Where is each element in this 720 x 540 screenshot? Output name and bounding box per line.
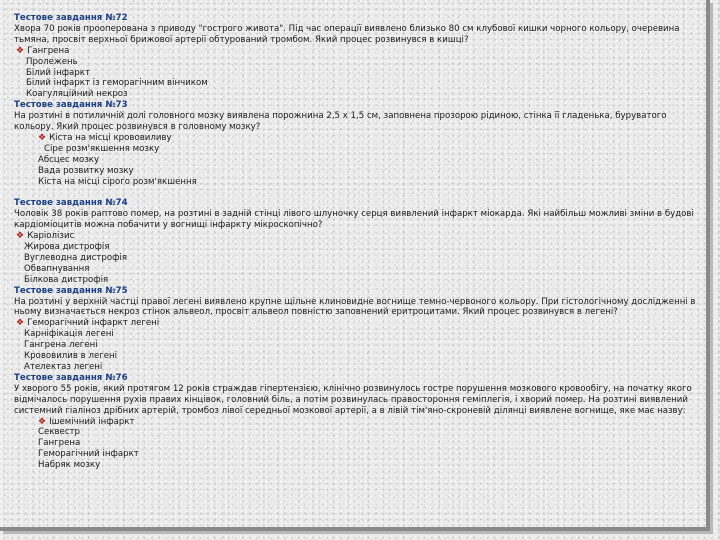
- task-73-option: Вада розвитку мозку: [38, 165, 134, 176]
- diamond-bullet-icon: ❖: [38, 132, 47, 143]
- task-72-question: Хвора 70 років прооперована з приводу "гострого живота". Під час операції виявлено близько 80 см клубової кишки чорного кольору, очеревина тьмяна, просвіт верхньої брижової артерії обтурований тромбом. Який процес розвинувся в кишці?: [14, 23, 680, 45]
- task-75-answer-text: Геморагічний інфаркт легені: [27, 318, 160, 329]
- task-74-answer-text: Каріолізис: [27, 231, 75, 242]
- diamond-bullet-icon: ❖: [16, 231, 25, 242]
- task-74-option: Вуглеводна дистрофія: [24, 252, 128, 263]
- task-75-question: На розтині у верхній частці правої легені виявлено крупне щільне клиновидне вогнище темно-червоного кольору. При гістологічному дослідженні в ньому визначається некроз стінок альвеол, просвіт альвеол повністю заповнений еритроцитами. Який процес розвинувся в легені?: [14, 296, 696, 318]
- task-73-title: Тестове завдання №73: [14, 100, 128, 111]
- task-74-option: Обвапнування: [24, 263, 90, 274]
- task-74-option: Білкова дистрофія: [24, 274, 109, 285]
- task-75-option: Ателектаз легені: [24, 361, 103, 372]
- task-72-option: Пролежень: [26, 56, 78, 67]
- task-75-title: Тестове завдання №75: [14, 285, 128, 296]
- task-75-option: Карніфікація легені: [24, 329, 114, 340]
- task-72-option: Білий інфаркт: [26, 67, 90, 78]
- task-76-title: Тестове завдання №76: [14, 372, 128, 383]
- task-76-option: Геморагічний інфаркт: [38, 449, 139, 460]
- task-76-option: Набряк мозку: [38, 460, 101, 471]
- task-73-option: Абсцес мозку: [38, 154, 100, 165]
- task-73-answer: [14, 133, 702, 144]
- task-76-answer: [14, 417, 702, 428]
- task-76-answer-text: Ішемічний інфаркт: [49, 416, 135, 427]
- task-73-question: На розтині в потиличній долі головного мозку виявлена порожнина 2,5 х 1,5 см, заповнена прозорою рідиною, стінка її гладенька, буруватого кольору. Який процес розвинувся в головному мозку?: [14, 111, 667, 133]
- diamond-bullet-icon: ❖: [16, 318, 25, 329]
- task-75-answer: [14, 318, 702, 329]
- task-73-option: Кіста на місці сірого розм'якшення: [38, 176, 197, 187]
- task-74-option: Жирова дистрофія: [24, 242, 110, 253]
- task-74-title: Тестове завдання №74: [14, 198, 128, 209]
- diamond-bullet-icon: ❖: [38, 416, 47, 427]
- task-75-option: Гангрена легені: [24, 340, 98, 351]
- spacer: [14, 188, 702, 199]
- task-73-answer-text: Кіста на місці крововиливу: [49, 132, 172, 143]
- diamond-bullet-icon: ❖: [16, 45, 25, 56]
- task-72-answer: [14, 46, 702, 57]
- task-75-option: Крововилив в легені: [24, 351, 118, 362]
- task-76-option: Секвестр: [38, 427, 81, 438]
- task-74-question: Чоловік 38 років раптово помер, на розтині в задній стінці лівого шлуночку серця виявлений інфаркт міокарда. Які найбільш можливі зміни в будові кардіоміоцитів можна побачити у вогнищі інфаркту мікроскопічно?: [14, 209, 694, 231]
- task-76-option: Гангрена: [38, 438, 81, 449]
- task-76-question: У хворого 55 років, який протягом 12 років страждав гіпертензією, клінічно розвинулось гостре порушення мозкового кровообігу, на початку якого відмічалось порушення рухів правих кінцівок, головний біль, а потім розвинулась правостороння геміплегія, і хворий помер. На розтині виявлений системний гіаліноз дрібних артерій, тромбоз лівої середньої мозкової артерії, а в лівій тім'яно-скроневій ділянці виявлене вогнище, яке має назву:: [14, 383, 692, 416]
- task-74-answer: [14, 231, 702, 242]
- document-body: [14, 13, 702, 471]
- task-73-option: Сіре розм'якшення мозку: [44, 143, 160, 154]
- task-72-option: Білий інфаркт із геморагічним вінчиком: [26, 78, 208, 89]
- task-72-title: Тестове завдання №72: [14, 13, 128, 23]
- task-72-option: Коагуляційний некроз: [26, 89, 128, 100]
- task-72-answer-text: Гангрена: [27, 45, 70, 56]
